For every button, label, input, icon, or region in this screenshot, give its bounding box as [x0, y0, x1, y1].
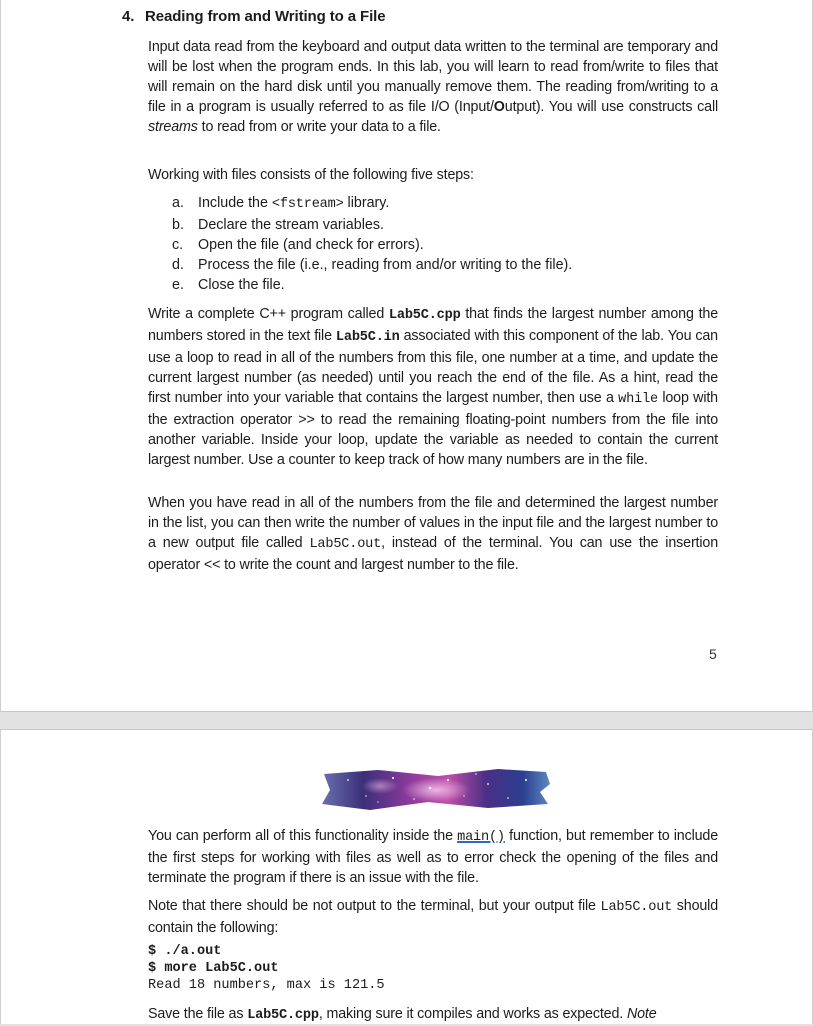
perform-text-1: You can perform all of this functionality inside the [148, 828, 458, 844]
step-marker: e. [172, 277, 184, 293]
note-paragraph [148, 896, 718, 938]
terminal-sample [148, 943, 385, 994]
step-text: Open the file (and check for errors). [198, 237, 424, 253]
write-text-1: Write a complete C++ program called [148, 306, 389, 322]
output-text-1: When you have read in all of the numbers from the file and determined the largest number in the list, you can then write the number of values in the input file and the largest number to a new output file called [148, 495, 718, 551]
step-marker: a. [172, 195, 184, 211]
intro-text-2: utput). You will use constructs call [504, 99, 718, 115]
perform-text-2: function, but remember to include the first steps for working with files as well as to error check the opening of the files and terminate the program if there is an issue with the file. [148, 828, 719, 886]
fstream-code: <fstream> [271, 197, 344, 212]
output-paragraph [148, 493, 718, 575]
write-text-4: loop with the extraction operator >> to read the remaining floating-point numbers from the file into another variable. Inside your loop, update the variable as needed to contain the current largest number. Use a counter to keep track of how many numbers are in the file. [148, 390, 718, 468]
save-text-1: Save the file as [148, 1006, 248, 1022]
while-keyword: while [618, 392, 658, 407]
step-text: Declare the stream variables. [198, 217, 384, 233]
section-title: Reading from and Writing to a File [145, 8, 386, 25]
step-marker: b. [172, 217, 184, 233]
step-text-pre: Include the [198, 195, 272, 211]
terminal-line-run: $ ./a.out [148, 944, 222, 959]
main-function-link[interactable]: main() [457, 830, 505, 845]
step-item [172, 235, 572, 255]
step-item [172, 193, 572, 215]
redaction-banner-image [318, 766, 554, 812]
note-text-2: should contain the following: [148, 898, 718, 936]
lab5c-in-filename: Lab5C.in [335, 330, 400, 345]
note-text-1: Note that there should be not output to the terminal, but your output file [148, 898, 601, 914]
note-italic: Note [626, 1006, 657, 1022]
write-text-2: that finds the largest number among the numbers stored in the text file [148, 306, 718, 344]
step-item [172, 275, 572, 295]
step-item [172, 255, 572, 275]
terminal-line-more: $ more Lab5C.out [148, 961, 279, 976]
save-text-2: , making sure it compiles and works as expected. [318, 1006, 627, 1022]
lab5c-out-filename: Lab5C.out [309, 537, 382, 552]
step-text: Close the file. [198, 277, 285, 293]
lab5c-cpp-filename: Lab5C.cpp [247, 1008, 319, 1023]
document-page-2 [0, 729, 813, 1024]
intro-text-1: Input data read from the keyboard and output data written to the terminal are temporary and will be lost when the program ends. In this lab, you will learn to read from/write to files that will remain on the hard disk until you manually remove them. The reading from/writing to a file in a program is usually referred to as file I/O (Input/ [148, 39, 718, 115]
output-text-2: , instead of the terminal. You can use the insertion operator << to write the count and largest number to the file. [148, 535, 719, 573]
intro-text-3: to read from or write your data to a file. [197, 119, 441, 135]
step-text: Process the file (i.e., reading from and/or writing to the file). [198, 257, 573, 273]
terminal-line-output: Read 18 numbers, max is 121.5 [148, 978, 385, 993]
step-item [172, 215, 572, 235]
intro-paragraph [148, 37, 718, 137]
lab5c-out-filename: Lab5C.out [600, 900, 673, 915]
intro-bold-o: O [493, 99, 505, 115]
steps-intro: Working with files consists of the following five steps: [148, 167, 474, 183]
lab5c-cpp-filename: Lab5C.cpp [388, 308, 461, 323]
perform-paragraph [148, 826, 718, 888]
section-heading [122, 8, 386, 25]
write-text-3: associated with this component of the lab. You can use a loop to read in all of the numbers from this file, one number at a time, and update the current largest number (as needed) until you reach the end of the file. As a hint, read the first number into your variable that contains the largest number, then use a [148, 328, 718, 406]
write-program-paragraph [148, 304, 718, 470]
step-marker: c. [172, 237, 184, 253]
step-text-post: library. [343, 195, 390, 211]
step-text [198, 193, 389, 215]
step-marker: d. [172, 257, 184, 273]
steps-list [172, 193, 572, 295]
section-number: 4. [122, 8, 135, 25]
streams-term: streams [148, 119, 198, 135]
page-number: 5 [709, 646, 717, 662]
save-paragraph [148, 1004, 718, 1026]
